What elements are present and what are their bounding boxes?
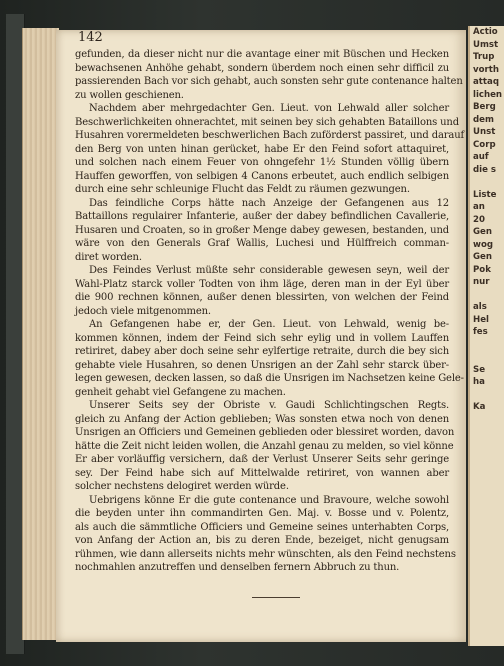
text-line: durch eine sehr schleunige Flucht das Feldt zu räumen gezwungen.	[75, 184, 410, 195]
text-line: gehabte viele Husahren, so denen Unsrigen an der Zahl sehr starck über-	[75, 359, 449, 371]
text-line: Battaillons regulairer Infanterie, außer der dabey befindlichen Cavallerie,	[75, 211, 449, 222]
text-line: legen gewesen, decken lassen, so daß die Unsrigen im Nachsetzen keine Gele-	[75, 373, 464, 384]
text-line: sey. Der Feind habe sich auf Mittelwalde retiriret, von wannen aber	[75, 467, 449, 479]
facing-page-text-fragment: Pok	[473, 264, 491, 275]
text-line: von Anfang der Action an, bis zu deren Ende, bezeiget, nicht genugsam	[75, 535, 449, 546]
facing-page-text-fragment: ha	[473, 377, 485, 387]
text-line: Unserer Seits sey der Obriste v. Gaudi Schlichtingschen Regts.	[89, 400, 449, 411]
facing-page-text-fragment	[470, 289, 504, 302]
text-line: gefunden, da dieser nicht nur die avantage einer mit Büschen und Hecken	[75, 49, 449, 60]
facing-page-text-fragment: nur	[473, 277, 490, 287]
facing-page-text-fragment: dem	[473, 114, 494, 125]
closing-rule	[252, 597, 300, 598]
facing-page-text-fragment	[470, 339, 504, 352]
facing-page-text-fragment: als	[473, 302, 487, 312]
text-line: solcher nechstens delogiret werden würde.	[75, 481, 289, 492]
text-line: retiriret, dabey aber doch seine sehr eylfertige retraite, durch die bey sich	[75, 346, 449, 357]
text-line: diret worden.	[75, 251, 142, 263]
text-line: rühmen, wie dann allerseits nichts mehr wünschten, als den Feind nechstens	[75, 548, 456, 560]
text-line: zu wollen geschienen.	[75, 89, 184, 101]
facing-page-text-fragment	[470, 351, 504, 364]
text-line: den Berg von unten hinan gerücket, habe Er den Feind sofort attaquiret,	[75, 143, 449, 155]
facing-page-text-fragment: lichen	[473, 89, 503, 100]
text-line: Des Feindes Verlust müßte sehr considerable gewesen seyn, weil der	[89, 265, 449, 276]
facing-page-text-fragment: attaq	[473, 77, 499, 87]
body-text	[75, 48, 465, 575]
facing-page-text-fragment: vorth	[473, 64, 499, 75]
facing-page-text-fragment: wog	[473, 239, 493, 250]
text-line: Hauffen geworffen, von selbigen 4 Canons erbeutet, auch endlich selbigen	[75, 170, 449, 182]
text-line: als auch die sämmtliche Officiers und Gemeine seines unterhabten Corps,	[75, 521, 449, 533]
text-line: nochmahlen anzutreffen und denselben fernern Abbruch zu thun.	[75, 562, 400, 573]
text-line: Husaren und Croaten, so in großer Menge dabey gewesen, bestanden, und	[75, 224, 449, 236]
text-line: An Gefangenen habe er, der Gen. Lieut. von Lehwald, wenig be-	[89, 319, 449, 330]
facing-page-text-fragment: Berg	[473, 102, 496, 112]
facing-page-text-fragment	[470, 389, 504, 402]
facing-page-text-fragment: Trup	[473, 52, 495, 62]
facing-page-text-fragment: Liste	[473, 189, 497, 200]
text-line: bewachsenen Anhöhe gehabt, sondern überdem noch einen sehr difficil zu	[75, 62, 449, 74]
text-line: passierenden Bach vor sich gehabt, auch sonsten sehr gute contenance halten	[75, 76, 463, 87]
text-line: genheit gehabt viel Gefangene zu machen.	[75, 386, 286, 398]
text-line: und solchen nach einem Feuer von ohngefehr 1½ Stunden völlig übern	[75, 157, 449, 168]
facing-page-fragment	[468, 26, 504, 646]
text-line: Husahren vorermeldeten beschwerlichen Bach zuförderst passiret, und darauf	[75, 130, 465, 141]
text-line: wäre von den Generals Graf Wallis, Luchesi und Hülffreich comman-	[75, 238, 449, 249]
facing-page-text-fragment: Unst	[473, 127, 496, 137]
text-line: die beyden unter ihn commandirten Gen. Maj. v. Bosse und v. Polentz,	[75, 508, 449, 519]
facing-page-text-fragment	[470, 176, 504, 189]
text-line: Nachdem aber mehrgedachter Gen. Lieut. von Lehwald aller solcher	[89, 103, 449, 114]
facing-page-text-fragment: 20	[473, 214, 485, 225]
page-stack-edges	[22, 28, 59, 640]
text-line: die 900 rechnen können, außer denen blessirten, von welchen der Feind	[75, 292, 449, 303]
facing-page-text-fragment: fes	[473, 327, 488, 337]
facing-page-text-fragment: die s	[473, 164, 497, 175]
text-line: Beschwerlichkeiten ohnerachtet, mit seinen bey sich gehabten Bataillons und	[75, 116, 459, 128]
text-line: jedoch viele mitgenommen.	[75, 305, 211, 317]
facing-page-text-fragment: Ka	[473, 402, 486, 412]
text-line: kommen können, indem der Feind sich sehr eylig und in vollem Lauffen	[75, 332, 449, 344]
facing-page-text-fragment: Se	[473, 364, 486, 375]
text-line: Das feindliche Corps hätte nach Anzeige der Gefangenen aus 12	[89, 197, 449, 209]
text-line: gleich zu Anfang der Action geblieben; Was sonsten etwa noch von denen	[75, 413, 449, 425]
text-line: Unsrigen an Officiers und Gemeinen geblieden oder blessiret worden, davon	[75, 427, 455, 438]
text-line: Wahl-Platz starck voller Todten von ihm läge, deren man in der Eyl über	[75, 278, 449, 290]
text-line: Uebrigens könne Er die gute contenance und Bravoure, welche sowohl	[89, 494, 449, 506]
facing-page-text-fragment: Hel	[473, 314, 489, 325]
facing-page-text-fragment: Actio	[473, 27, 498, 37]
text-line: hätte die Zeit nicht leiden wollen, die Anzahl genau zu melden, so viel könne	[75, 440, 454, 452]
facing-page-text-fragment: Gen	[473, 227, 493, 237]
facing-page-text-fragment: auf	[473, 152, 489, 162]
facing-page-text-fragment: Umst	[473, 39, 499, 50]
facing-page-text-fragment: an	[473, 202, 485, 212]
text-line: Er aber vorläuffig versichern, daß der Verlust Unserer Seits sehr geringe	[75, 454, 449, 465]
facing-page-text-fragment: Corp	[473, 139, 496, 150]
page-number: 142	[78, 30, 103, 45]
facing-page-text-fragment: Gen	[473, 252, 493, 262]
